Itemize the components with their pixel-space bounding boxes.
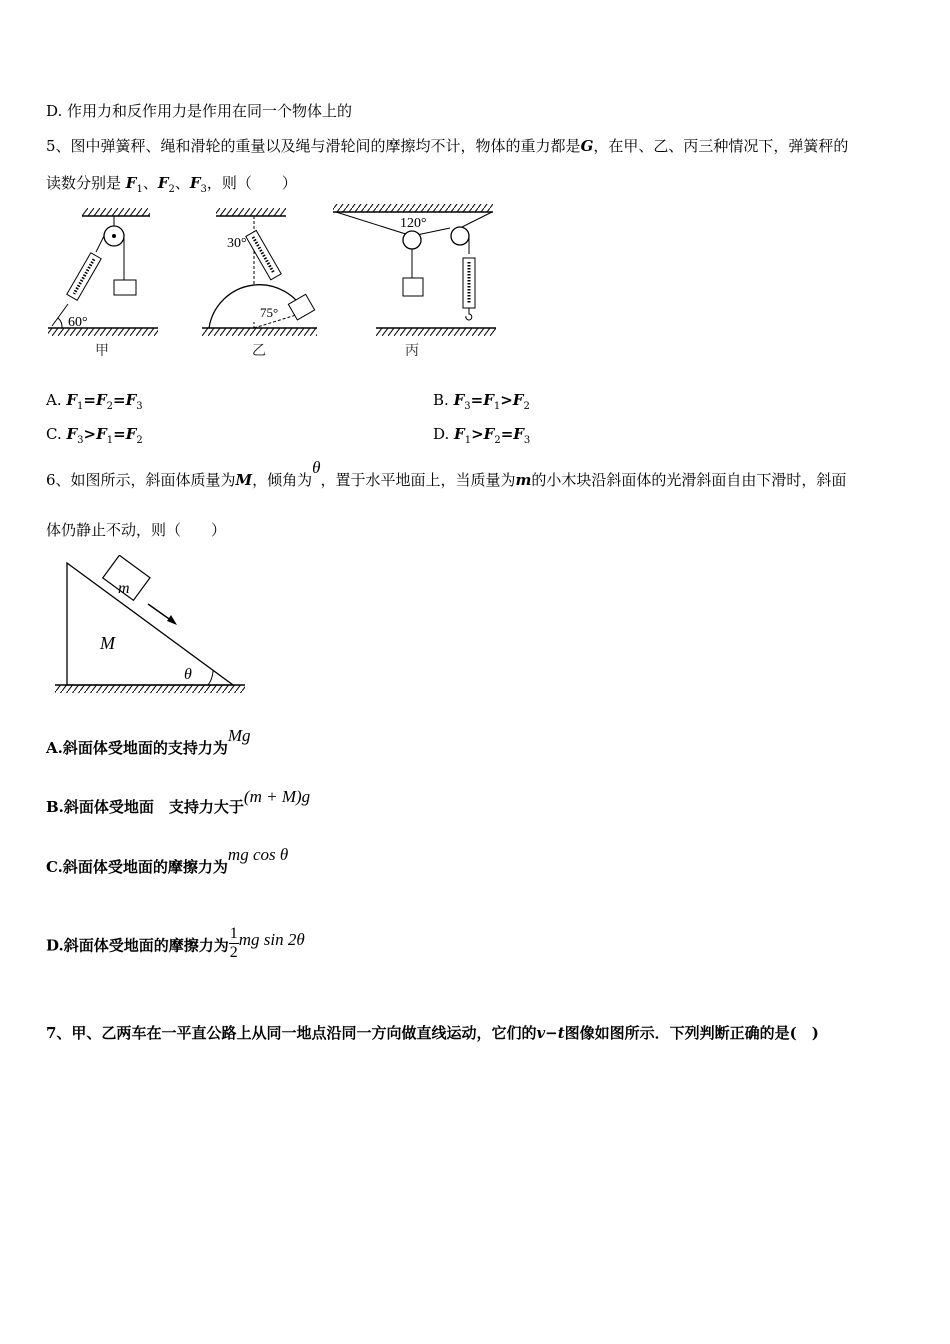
- q5-option-c-key: C.: [46, 425, 62, 443]
- fraction-denominator: 2: [229, 944, 238, 961]
- q6-option-d[interactable]: [46, 925, 305, 965]
- q6-line1-mid2: ，置于水平地面上，当质量为: [320, 471, 516, 489]
- figure-jia: [48, 208, 158, 359]
- q5-option-a[interactable]: A. $F_1=F_2=F_3$: [46, 391, 143, 412]
- q5-option-d-key: D.: [433, 425, 450, 443]
- fraction-numerator: 1: [229, 925, 238, 942]
- prev-option-d: D. 作用力和反作用力是作用在同一个物体上的: [46, 102, 353, 120]
- q6-stem-line1: [46, 458, 847, 490]
- q6-option-a-text: 斜面体受地面的支持力为: [62, 739, 228, 757]
- q6-option-b[interactable]: [46, 787, 311, 817]
- q5-line2-tail: ，则（ ）: [206, 174, 297, 192]
- q6-option-d-text: 斜面体受地面的摩擦力为: [63, 936, 229, 955]
- block-m-label: m: [118, 580, 130, 597]
- q6-m: m: [515, 471, 532, 489]
- q5-line2-pre: 读数分别是: [46, 174, 122, 192]
- figure-yi: [202, 208, 317, 359]
- q7-stem: [46, 1023, 819, 1043]
- label-bing: 丙: [405, 343, 419, 359]
- q6-option-b-math: (m + M)g: [243, 787, 311, 806]
- q6-option-a-key: A.: [46, 739, 63, 757]
- label-yi: 乙: [252, 343, 266, 359]
- incline-M-label: M: [100, 633, 115, 653]
- q6-line1-tail: 的小木块沿斜面体的光滑斜面自由下滑时，斜面: [531, 471, 847, 489]
- angle-60-label: 60°: [68, 315, 88, 330]
- q7-vt: v−t: [536, 1024, 565, 1042]
- q6-option-c-text: 斜面体受地面的摩擦力为: [62, 858, 228, 876]
- q5-stem-line2: 读数分别是 $F_1$、$F_2$、$F_3$，则（ ）: [46, 174, 297, 195]
- q5-option-d[interactable]: D. $F_1>F_2=F_3$: [433, 425, 531, 446]
- q6-option-b-text: 斜面体受地面 支持力大于: [63, 798, 244, 816]
- q5-stem-line1: [46, 136, 848, 156]
- q5-option-b[interactable]: B. $F_3=F_1>F_2$: [433, 391, 530, 412]
- q7-text-pre: 7、甲、乙两车在一平直公路上从同一地点沿同一方向做直线运动，它们的: [46, 1024, 537, 1042]
- q5-line1-text: 5、图中弹簧秤、绳和滑轮的重量以及绳与滑轮间的摩擦均不计，物体的重力都是: [46, 137, 581, 155]
- q6-line1-mid: ，倾角为: [252, 471, 313, 489]
- q6-M: M: [235, 471, 253, 489]
- q6-figure: [50, 555, 250, 695]
- angle-75-label: 75°: [260, 305, 279, 320]
- q6-theta: θ: [312, 458, 321, 477]
- q6-option-a[interactable]: [46, 726, 251, 758]
- q6-option-d-key: D.: [46, 936, 64, 955]
- q7-text-tail: 图像如图所示．下列判断正确的是( ): [564, 1024, 819, 1042]
- q5-option-b-key: B.: [433, 391, 449, 409]
- q6-option-b-key: B.: [46, 798, 64, 816]
- q5-G: G: [580, 137, 594, 155]
- angle-30-label: 30°: [227, 236, 247, 251]
- q5-option-c[interactable]: C. $F_3>F_1=F_2$: [46, 425, 143, 446]
- q6-option-c-math: mg cos θ: [227, 845, 289, 864]
- q6-option-d-math: mg sin 2θ: [238, 929, 305, 949]
- figure-bing: [333, 204, 496, 359]
- label-jia: 甲: [95, 343, 109, 359]
- theta-label: θ: [184, 666, 192, 683]
- q6-option-c-key: C.: [46, 858, 63, 876]
- q5-figure: [40, 200, 510, 365]
- q6-stem-line2: 体仍静止不动，则（ ）: [46, 521, 227, 539]
- q6-line1-pre: 6、如图所示，斜面体质量为: [46, 471, 236, 489]
- angle-120-label: 120°: [400, 216, 427, 231]
- q5-line1-tail: ，在甲、乙、丙三种情况下，弹簧秤的: [593, 137, 849, 155]
- fraction-one-half: [229, 925, 239, 962]
- q5-option-a-key: A.: [46, 391, 62, 409]
- q6-option-a-math: Mg: [227, 726, 251, 745]
- q6-option-c[interactable]: [46, 845, 289, 877]
